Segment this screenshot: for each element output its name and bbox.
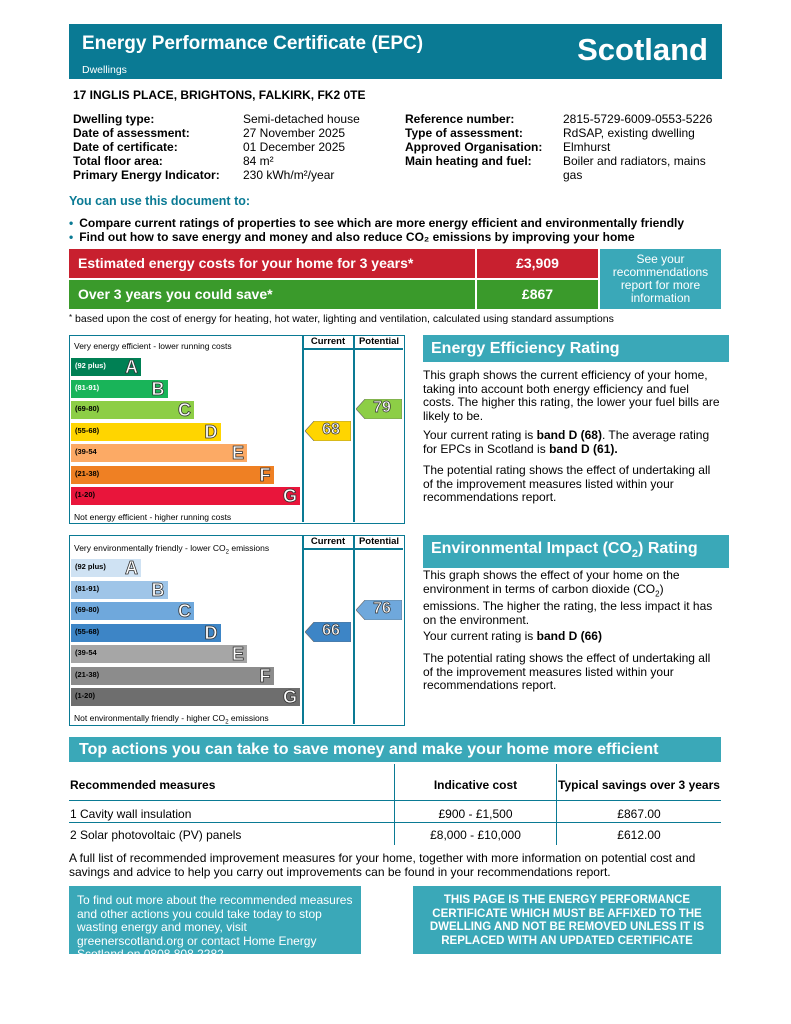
eir-p1-sub: 2 bbox=[655, 588, 660, 598]
eir-title bbox=[423, 535, 729, 568]
chart-top-label-sub: 2 bbox=[225, 549, 229, 556]
table-col-divider bbox=[556, 823, 557, 845]
band-a bbox=[71, 358, 141, 376]
band-b bbox=[71, 581, 168, 599]
cost-footnote-text: based upon the cost of energy for heating, hot water, lighting and ventilation, calculated using standard assumptions bbox=[75, 313, 614, 325]
eir-title-a: Environmental Impact (CO bbox=[431, 540, 632, 557]
band-f bbox=[71, 466, 274, 484]
eer-para-2 bbox=[423, 429, 721, 456]
detail-value: 84 m² bbox=[243, 154, 274, 168]
detail-value: 27 November 2025 bbox=[243, 126, 346, 140]
table-row-savings: £867.00 bbox=[617, 807, 661, 821]
band-letter: E bbox=[231, 443, 244, 463]
chart-top-label-b: emissions bbox=[228, 543, 270, 553]
band-g bbox=[71, 487, 300, 505]
band-e bbox=[71, 444, 247, 462]
band-d bbox=[71, 423, 221, 441]
band-letter: B bbox=[151, 378, 165, 399]
table-header-rule bbox=[69, 800, 721, 801]
detail-label: Date of certificate: bbox=[73, 140, 178, 154]
band-range: (55-68) bbox=[75, 425, 100, 435]
current-header: Current bbox=[310, 336, 346, 347]
band-e bbox=[71, 645, 247, 663]
eir-p1-a: This graph shows the effect of your home on the environment in terms of carbon dioxide (CO bbox=[423, 568, 680, 596]
band-range: (39-54 bbox=[75, 648, 97, 657]
footer-notice-box bbox=[413, 886, 721, 954]
detail-value: Boiler and radiators, mains bbox=[563, 154, 706, 168]
band-letter: F bbox=[259, 665, 271, 686]
band-c bbox=[71, 602, 194, 620]
eir-para-1 bbox=[423, 569, 721, 627]
use-item bbox=[69, 230, 635, 244]
eir-title-b: ) Rating bbox=[638, 540, 698, 557]
potential-rating-arrow bbox=[356, 600, 402, 620]
property-address: 17 INGLIS PLACE, BRIGHTONS, FALKIRK, FK2 0TE bbox=[73, 88, 366, 102]
arrow-value: 79 bbox=[373, 399, 391, 416]
band-g bbox=[71, 688, 300, 706]
see-recommendations-box bbox=[600, 249, 721, 309]
header-divider bbox=[302, 548, 403, 550]
savings-label: Over 3 years you could save* bbox=[69, 280, 475, 309]
table-col-divider bbox=[394, 823, 395, 845]
uses-heading: You can use this document to: bbox=[69, 194, 251, 208]
cost-footnote bbox=[69, 313, 614, 325]
chart-bottom-label-sub: 2 bbox=[225, 719, 229, 726]
band-letter: A bbox=[125, 357, 138, 377]
arrow-value: 68 bbox=[322, 420, 340, 438]
band-letter: D bbox=[204, 622, 218, 643]
potential-rating-arrow bbox=[356, 399, 402, 419]
table-row-cost: £8,000 - £10,000 bbox=[430, 828, 521, 842]
eer-p2-a: Your current rating is bbox=[423, 428, 537, 442]
detail-label: Dwelling type: bbox=[73, 112, 155, 126]
environmental-impact-chart bbox=[69, 535, 405, 726]
footer-info-text: To find out more about the recommended measures and other actions you could take today to stop wasting energy and money, visit greenerscotland.org or contact Home Energy Scotland on 0808 808 2282. bbox=[77, 893, 353, 961]
detail-value: 230 kWh/m²/year bbox=[243, 168, 335, 182]
header-divider bbox=[302, 348, 403, 350]
band-letter: C bbox=[178, 400, 191, 420]
table-row-savings: £612.00 bbox=[617, 828, 661, 842]
arrow-value: 66 bbox=[322, 621, 340, 639]
estimated-cost-label: Estimated energy costs for your home for 3 years* bbox=[69, 249, 475, 278]
current-rating-arrow bbox=[305, 622, 351, 642]
page-subtitle: Dwellings bbox=[82, 64, 127, 76]
detail-value: Semi-detached house bbox=[243, 112, 360, 126]
chart-bottom-label bbox=[74, 713, 269, 726]
table-header-savings: Typical savings over 3 years bbox=[558, 778, 720, 792]
band-a bbox=[71, 559, 141, 577]
chart-top-label bbox=[74, 543, 269, 556]
band-b bbox=[71, 380, 168, 398]
band-letter: B bbox=[151, 579, 165, 600]
detail-label: Approved Organisation: bbox=[405, 140, 543, 154]
table-row-cost: £900 - £1,500 bbox=[438, 807, 513, 821]
detail-label: Primary Energy Indicator: bbox=[73, 168, 220, 182]
chart-bottom-label-a: Not environmentally friendly - higher CO bbox=[74, 713, 226, 723]
footnote-star: * bbox=[69, 313, 73, 322]
potential-header: Potential bbox=[358, 536, 400, 547]
band-range: (92 plus) bbox=[75, 562, 106, 571]
band-letter: C bbox=[178, 601, 191, 621]
band-letter: G bbox=[282, 486, 297, 506]
column-divider bbox=[302, 536, 304, 724]
eir-p2-b: band D (66) bbox=[536, 629, 602, 643]
actions-note: A full list of recommended improvement measures for your home, together with more information on potential cost and savings and advice to help you carry out improvements can be found in your recommendations report. bbox=[69, 851, 696, 879]
see-recommendations-text: See your recommendations report for more information bbox=[612, 252, 709, 305]
table-row-measure: 2 Solar photovoltaic (PV) panels bbox=[70, 828, 242, 842]
band-range: (69-80) bbox=[75, 404, 100, 413]
detail-value: RdSAP, existing dwelling bbox=[563, 126, 695, 140]
detail-label: Main heating and fuel: bbox=[405, 154, 532, 168]
page-title: Energy Performance Certificate (EPC) bbox=[82, 33, 424, 54]
chart-bottom-label-b: emissions bbox=[228, 713, 269, 723]
epc-header bbox=[69, 24, 722, 79]
eer-para-1: This graph shows the current efficiency of your home, taking into account both energy efficiency and fuel costs. The higher this rating, the lower your fuel bills are likely to be. bbox=[423, 368, 720, 423]
detail-label: Reference number: bbox=[405, 112, 515, 126]
use-item bbox=[69, 216, 684, 230]
detail-label: Type of assessment: bbox=[405, 126, 523, 140]
chart-top-label-a: Very environmentally friendly - lower CO bbox=[74, 543, 226, 553]
eir-title-sub: 2 bbox=[631, 548, 639, 561]
arrow-value: 76 bbox=[373, 600, 391, 617]
band-c bbox=[71, 401, 194, 419]
band-range: (1-20) bbox=[75, 691, 96, 700]
detail-label: Date of assessment: bbox=[73, 126, 190, 140]
eer-para-3: The potential rating shows the effect of undertaking all of the improvement measures listed within your recommendations report. bbox=[423, 463, 711, 504]
band-range: (21-38) bbox=[75, 468, 100, 478]
band-range: (55-68) bbox=[75, 626, 100, 636]
use-item-text: Compare current ratings of properties to see which are more energy efficient and environmentally friendly bbox=[79, 216, 685, 230]
table-header-cost: Indicative cost bbox=[433, 778, 518, 792]
energy-efficiency-chart bbox=[69, 335, 405, 524]
band-range: (39-54 bbox=[75, 447, 97, 456]
actions-title: Top actions you can take to save money and make your home more efficient bbox=[69, 737, 721, 762]
estimated-cost-value: £3,909 bbox=[477, 249, 598, 278]
band-range: (81-91) bbox=[75, 382, 100, 392]
band-range: (81-91) bbox=[75, 583, 100, 593]
detail-value: 01 December 2025 bbox=[243, 140, 346, 154]
eer-title: Energy Efficiency Rating bbox=[423, 335, 729, 362]
country-label: Scotland bbox=[577, 32, 708, 67]
detail-value: Elmhurst bbox=[563, 140, 611, 154]
use-item-text: Find out how to save energy and money and also reduce CO₂ emissions by improving your home bbox=[79, 230, 635, 244]
footer-notice-text: THIS PAGE IS THE ENERGY PERFORMANCE CERTIFICATE WHICH MUST BE AFFIXED TO THE DWELLING AND NOT BE REMOVED UNLESS IT IS REPLACED WITH AN UPDATED CERTIFICATE bbox=[429, 894, 705, 947]
eer-p2-d: band D (61). bbox=[549, 441, 618, 456]
eer-p2-b: band D (68) bbox=[536, 428, 602, 442]
eer-p2-c: . The average rating for EPCs in Scotland is bbox=[423, 428, 710, 456]
eir-p2-a: Your current rating is bbox=[423, 629, 537, 643]
bullet-icon: • bbox=[69, 216, 74, 230]
eir-p1-b: ) emissions. The higher the rating, the less impact it has on the environment. bbox=[423, 581, 713, 627]
column-divider bbox=[353, 536, 355, 724]
current-rating-arrow bbox=[305, 421, 351, 441]
table-row-measure: 1 Cavity wall insulation bbox=[70, 807, 192, 821]
detail-label: Total floor area: bbox=[73, 154, 163, 168]
current-header: Current bbox=[310, 536, 346, 547]
column-divider bbox=[353, 336, 355, 522]
savings-value: £867 bbox=[477, 280, 598, 309]
eir-para-3: The potential rating shows the effect of undertaking all of the improvement measures listed within your recommendations report. bbox=[423, 651, 711, 692]
band-d bbox=[71, 624, 221, 642]
table-row-rule bbox=[69, 822, 721, 823]
band-range: (92 plus) bbox=[75, 361, 106, 370]
table-header-measures: Recommended measures bbox=[70, 778, 216, 792]
potential-header: Potential bbox=[358, 336, 400, 347]
band-letter: E bbox=[231, 644, 244, 664]
chart-bottom-label: Not energy efficient - higher running costs bbox=[74, 512, 232, 522]
column-divider bbox=[302, 336, 304, 522]
band-letter: F bbox=[259, 464, 271, 485]
band-letter: D bbox=[204, 421, 218, 442]
band-range: (21-38) bbox=[75, 669, 100, 679]
footer-info-box bbox=[69, 886, 361, 961]
eir-para-2 bbox=[423, 630, 721, 644]
band-letter: G bbox=[282, 687, 297, 707]
band-range: (69-80) bbox=[75, 605, 100, 614]
detail-value-cont: gas bbox=[563, 168, 583, 182]
bullet-icon: • bbox=[69, 230, 74, 244]
actions-table bbox=[69, 764, 721, 854]
chart-top-label: Very energy efficient - lower running costs bbox=[74, 341, 232, 351]
band-range: (1-20) bbox=[75, 490, 96, 499]
band-f bbox=[71, 667, 274, 685]
band-letter: A bbox=[125, 558, 138, 578]
detail-value: 2815-5729-6009-0553-5226 bbox=[563, 112, 713, 126]
